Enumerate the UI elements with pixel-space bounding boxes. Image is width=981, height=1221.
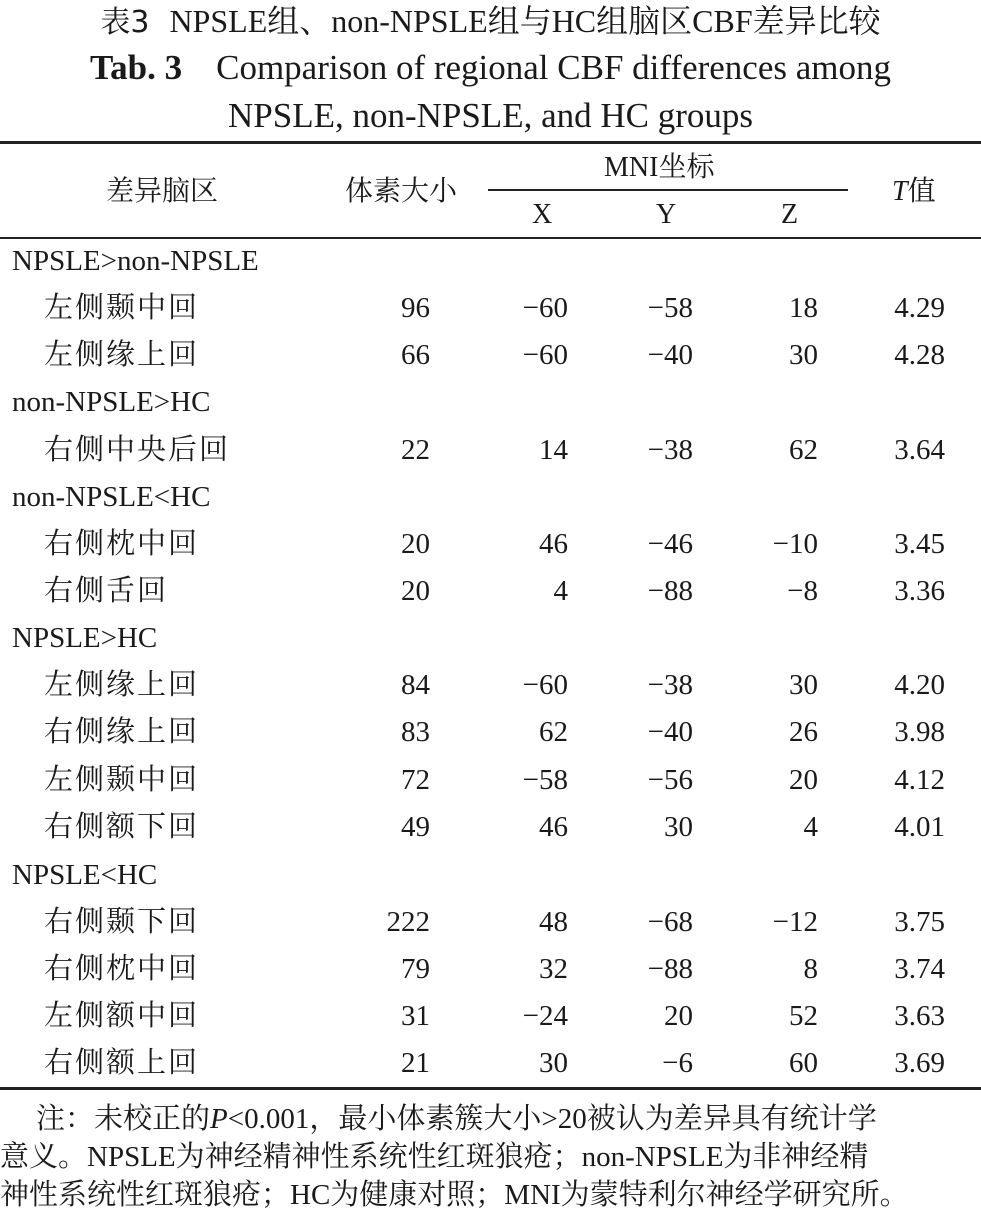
row-region: 右侧舌回 bbox=[44, 575, 169, 607]
row-voxel-size: 22 bbox=[401, 434, 430, 466]
row-t-value: 4.12 bbox=[894, 764, 945, 796]
table-caption-english bbox=[0, 46, 981, 90]
header-z: Z bbox=[781, 199, 799, 230]
row-x: −60 bbox=[522, 339, 568, 371]
group-label: non-NPSLE<HC bbox=[12, 481, 211, 513]
row-x: 48 bbox=[539, 906, 568, 938]
row-voxel-size: 222 bbox=[386, 906, 430, 938]
row-region: 左侧颞中回 bbox=[44, 292, 200, 324]
row-t-value: 4.28 bbox=[894, 339, 945, 371]
row-x: −58 bbox=[522, 764, 568, 796]
note-prefix: 注：未校正的 bbox=[36, 1103, 211, 1135]
row-z: 60 bbox=[789, 1047, 818, 1079]
row-z: 4 bbox=[803, 811, 818, 843]
row-y: −6 bbox=[662, 1047, 693, 1079]
row-region: 右侧额下回 bbox=[44, 811, 200, 843]
row-t-value: 3.45 bbox=[894, 528, 945, 560]
row-t-value: 4.20 bbox=[894, 669, 945, 701]
row-y: −38 bbox=[647, 669, 693, 701]
note-line-1-rest: <0.001，最小体素簇大小>20被认为差异具有统计学 bbox=[227, 1103, 877, 1135]
row-t-value: 3.63 bbox=[894, 1000, 945, 1032]
row-voxel-size: 66 bbox=[401, 339, 430, 371]
row-y: −46 bbox=[647, 528, 693, 560]
table-title-en-line1: Comparison of regional CBF differences among bbox=[216, 48, 892, 87]
row-region: 左侧额中回 bbox=[44, 1000, 200, 1032]
row-y: −58 bbox=[647, 292, 693, 324]
row-region: 右侧额上回 bbox=[44, 1047, 200, 1079]
row-y: −40 bbox=[647, 716, 693, 748]
row-z: 26 bbox=[789, 716, 818, 748]
row-y: 30 bbox=[664, 811, 693, 843]
row-z: 30 bbox=[789, 339, 818, 371]
row-region: 左侧缘上回 bbox=[44, 669, 200, 701]
row-x: 46 bbox=[539, 528, 568, 560]
group-label: NPSLE<HC bbox=[12, 859, 158, 891]
row-voxel-size: 49 bbox=[401, 811, 430, 843]
row-region: 右侧颞下回 bbox=[44, 906, 200, 938]
table-number-cn: 表3 bbox=[100, 5, 150, 40]
row-y: 20 bbox=[664, 1000, 693, 1032]
bottom-rule bbox=[0, 1087, 981, 1090]
header-y: Y bbox=[656, 199, 677, 230]
row-voxel-size: 96 bbox=[401, 292, 430, 324]
row-t-value: 3.75 bbox=[894, 906, 945, 938]
row-t-value: 3.98 bbox=[894, 716, 945, 748]
row-voxel-size: 72 bbox=[401, 764, 430, 796]
row-z: 52 bbox=[789, 1000, 818, 1032]
table-title-en-line2: NPSLE, non-NPSLE, and HC groups bbox=[227, 96, 754, 135]
row-z: 20 bbox=[789, 764, 818, 796]
row-t-value: 3.69 bbox=[894, 1047, 945, 1079]
t-symbol: T bbox=[892, 176, 908, 207]
row-x: 32 bbox=[539, 953, 568, 985]
row-t-value: 4.01 bbox=[894, 811, 945, 843]
row-z: −10 bbox=[772, 528, 818, 560]
row-y: −40 bbox=[647, 339, 693, 371]
row-y: −88 bbox=[647, 953, 693, 985]
row-region: 右侧中央后回 bbox=[44, 434, 231, 466]
row-x: −60 bbox=[522, 669, 568, 701]
row-region: 右侧枕中回 bbox=[44, 528, 200, 560]
row-z: −8 bbox=[787, 575, 818, 607]
row-voxel-size: 79 bbox=[401, 953, 430, 985]
note-line-2: 意义。NPSLE为神经精神性系统性红斑狼疮；non-NPSLE为非神经精 bbox=[0, 1141, 869, 1173]
row-x: 30 bbox=[539, 1047, 568, 1079]
top-rule bbox=[0, 141, 981, 144]
row-x: 62 bbox=[539, 716, 568, 748]
row-z: −12 bbox=[772, 906, 818, 938]
row-t-value: 3.36 bbox=[894, 575, 945, 607]
header-t-value bbox=[892, 174, 936, 210]
row-x: −60 bbox=[522, 292, 568, 324]
row-y: −38 bbox=[647, 434, 693, 466]
row-z: 62 bbox=[789, 434, 818, 466]
group-label: NPSLE>HC bbox=[12, 622, 158, 654]
row-y: −88 bbox=[647, 575, 693, 607]
row-t-value: 4.29 bbox=[894, 292, 945, 324]
header-x: X bbox=[532, 199, 553, 230]
table-caption-chinese bbox=[0, 0, 981, 42]
row-voxel-size: 84 bbox=[401, 669, 430, 701]
group-label: NPSLE>non-NPSLE bbox=[12, 245, 259, 277]
row-voxel-size: 83 bbox=[401, 716, 430, 748]
group-label: non-NPSLE>HC bbox=[12, 386, 211, 418]
table-title-cn: NPSLE组、non-NPSLE组与HC组脑区CBF差异比较 bbox=[169, 3, 881, 39]
row-t-value: 3.64 bbox=[894, 434, 945, 466]
header-region: 差异脑区 bbox=[106, 176, 219, 207]
row-region: 左侧颞中回 bbox=[44, 764, 200, 796]
row-voxel-size: 21 bbox=[401, 1047, 430, 1079]
table-note bbox=[0, 1100, 981, 1214]
mni-header-rule bbox=[488, 189, 848, 191]
row-x: 4 bbox=[553, 575, 568, 607]
note-p-symbol: P bbox=[210, 1103, 228, 1135]
row-x: 14 bbox=[539, 434, 568, 466]
row-voxel-size: 31 bbox=[401, 1000, 430, 1032]
row-voxel-size: 20 bbox=[401, 528, 430, 560]
row-z: 8 bbox=[803, 953, 818, 985]
row-region: 左侧缘上回 bbox=[44, 339, 200, 371]
note-line-1 bbox=[0, 1100, 981, 1138]
row-t-value: 3.74 bbox=[894, 953, 945, 985]
row-x: −24 bbox=[522, 1000, 568, 1032]
row-region: 右侧缘上回 bbox=[44, 716, 200, 748]
row-z: 18 bbox=[789, 292, 818, 324]
row-y: −68 bbox=[647, 906, 693, 938]
header-voxel-size: 体素大小 bbox=[345, 176, 458, 207]
row-z: 30 bbox=[789, 669, 818, 701]
header-mni-coordinates: MNI坐标 bbox=[604, 152, 715, 183]
row-voxel-size: 20 bbox=[401, 575, 430, 607]
row-x: 46 bbox=[539, 811, 568, 843]
t-suffix: 值 bbox=[907, 176, 936, 207]
row-region: 右侧枕中回 bbox=[44, 953, 200, 985]
table-number-en: Tab. 3 bbox=[89, 48, 183, 87]
header-rule bbox=[0, 237, 981, 239]
note-line-3: 神性系统性红斑狼疮；HC为健康对照；MNI为蒙特利尔神经学研究所。 bbox=[0, 1179, 909, 1211]
row-y: −56 bbox=[647, 764, 693, 796]
